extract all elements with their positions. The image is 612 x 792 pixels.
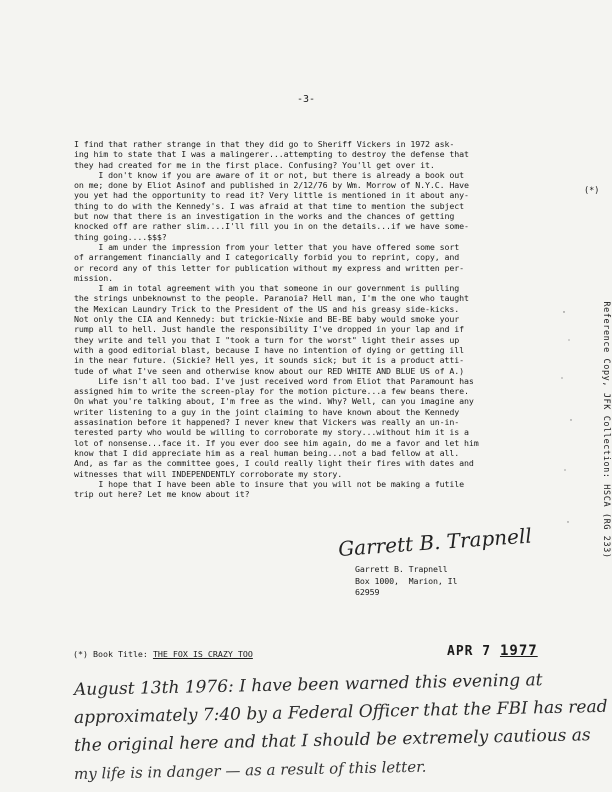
scan-speckle-icon <box>560 300 590 560</box>
body-line: thing going....$$$? <box>74 231 167 242</box>
body-line: the strings unbeknownst to the people. Paranoia? Hell man, I'm the one who taught <box>74 293 469 304</box>
body-line: lot of nonsense...face it. If you ever doo see him again, do me a favor and let him <box>74 437 479 448</box>
body-line: Life isn't all too bad. I've just received word from Eliot that Paramount has <box>74 375 474 386</box>
signer-zip: 62959 <box>355 587 380 597</box>
body-line: rump all to hell. Just handle the responsibility I've dropped in your lap and if <box>74 324 465 335</box>
body-line: I am in total agreement with you that someone in our government is pulling <box>74 283 460 294</box>
footnote-book-title: THE FOX IS CRAZY TOO <box>152 649 253 659</box>
date-stamp <box>447 643 538 659</box>
archive-reference-stamp: Reference Copy, JFK Collection: HSCA (RG 233) <box>601 301 611 559</box>
body-line: they write and tell you that I "took a turn for the worst" light their asses up <box>74 334 460 345</box>
body-line: of arrangement financially and I categorically forbid you to reprint, copy, and <box>74 252 460 263</box>
date-stamp-day: APR 7 <box>447 644 492 659</box>
footnote <box>73 649 253 659</box>
body-line: writer listening to a guy in the joint claiming to have known about the Kennedy <box>74 406 460 417</box>
body-line: on me; done by Eliot Asinof and published in 2/12/76 by Wm. Morrow of N.Y.C. Have <box>74 180 469 191</box>
body-line: tude of what I've seen and otherwise know about our RED WHITE AND BLUE US of A.) <box>74 365 465 376</box>
handwritten-note <box>73 670 609 788</box>
page-number: -3- <box>296 94 316 105</box>
body-line: with a good editorial blast, because I have no intention of dying or getting ill <box>74 344 465 355</box>
body-line: mission. <box>74 272 114 283</box>
body-line: trip out here? Let me know about it? <box>74 489 250 500</box>
handwritten-signature: Garrett B. Trapnell <box>337 523 533 561</box>
body-line: ing him to state that I was a malingerer...attempting to destroy the defense that <box>74 149 469 160</box>
body-line: they had created for me in the first place. Confusing? You'll get over it. <box>74 159 435 170</box>
handwritten-line: my life is in danger — as a result of this letter. <box>73 757 427 783</box>
body-line: you yet had the opportunity to read it? Very little is mentioned in it about any- <box>74 190 469 201</box>
footnote-prefix: (*) Book Title: <box>73 649 153 659</box>
body-line: the Mexican Laundry Trick to the President of the US and his greasy side-kicks. <box>74 303 460 314</box>
handwritten-line: August 13th 1976: I have been warned this evening at <box>73 670 543 700</box>
signer-name: Garrett B. Trapnell <box>355 564 448 574</box>
body-line: witnesses that will INDEPENDENTLY corroborate my story. <box>74 468 343 479</box>
body-line: terested party who would be willing to corroborate my story...without him it is a <box>74 427 469 438</box>
date-stamp-year: 1977 <box>499 643 538 659</box>
body-line: assigned him to write the screen-play for the motion picture...a few beans there. <box>74 386 469 397</box>
body-line: knocked off are rather slim....I'll fill you in on the details...if we have some- <box>74 221 469 232</box>
handwritten-line: approximately 7:40 by a Federal Officer that the FBI has read <box>73 696 608 728</box>
body-line: assasination before it happened? I never knew that Vickers was really an un-in- <box>74 417 460 428</box>
asterisk-mark: (*) <box>584 186 600 196</box>
handwritten-line: the original here and that I should be extremely cautious as <box>73 725 591 756</box>
body-line: thing to do with the Kennedy's. I was afraid at that time to mention the subject <box>74 200 465 211</box>
body-line: I don't know if you are aware of it or not, but there is already a book out <box>74 169 465 180</box>
body-line: I am under the impression from your letter that you have offered some sort <box>74 241 460 252</box>
letter-body <box>74 139 574 499</box>
body-line: in the near future. (Sickie? Hell yes, it sounds sick; but it is a product atti- <box>74 355 465 366</box>
body-line: but now that there is an investigation in the works and the chances of getting <box>74 211 455 222</box>
body-line: I hope that I have been able to insure that you will not be making a futile <box>74 478 465 489</box>
body-line: I find that rather strange in that they did go to Sheriff Vickers in 1972 ask- <box>74 139 455 149</box>
body-line: On what you're talking about, I'm free as the wind. Why? Well, can you imagine any <box>74 396 474 407</box>
body-line: And, as far as the committee goes, I could really light their fires with dates and <box>74 458 474 469</box>
body-line: or record any of this letter for publication without my express and written per- <box>74 262 465 273</box>
signer-address: Box 1000, Marion, Il <box>355 575 458 586</box>
signature-block <box>355 564 515 599</box>
body-line: know that I did appreciate him as a real human being...not a bad fellow at all. <box>74 447 460 458</box>
body-line: Not only the CIA and Kennedy: but trickie-Nixie and BE-BE baby would smoke your <box>74 314 460 325</box>
